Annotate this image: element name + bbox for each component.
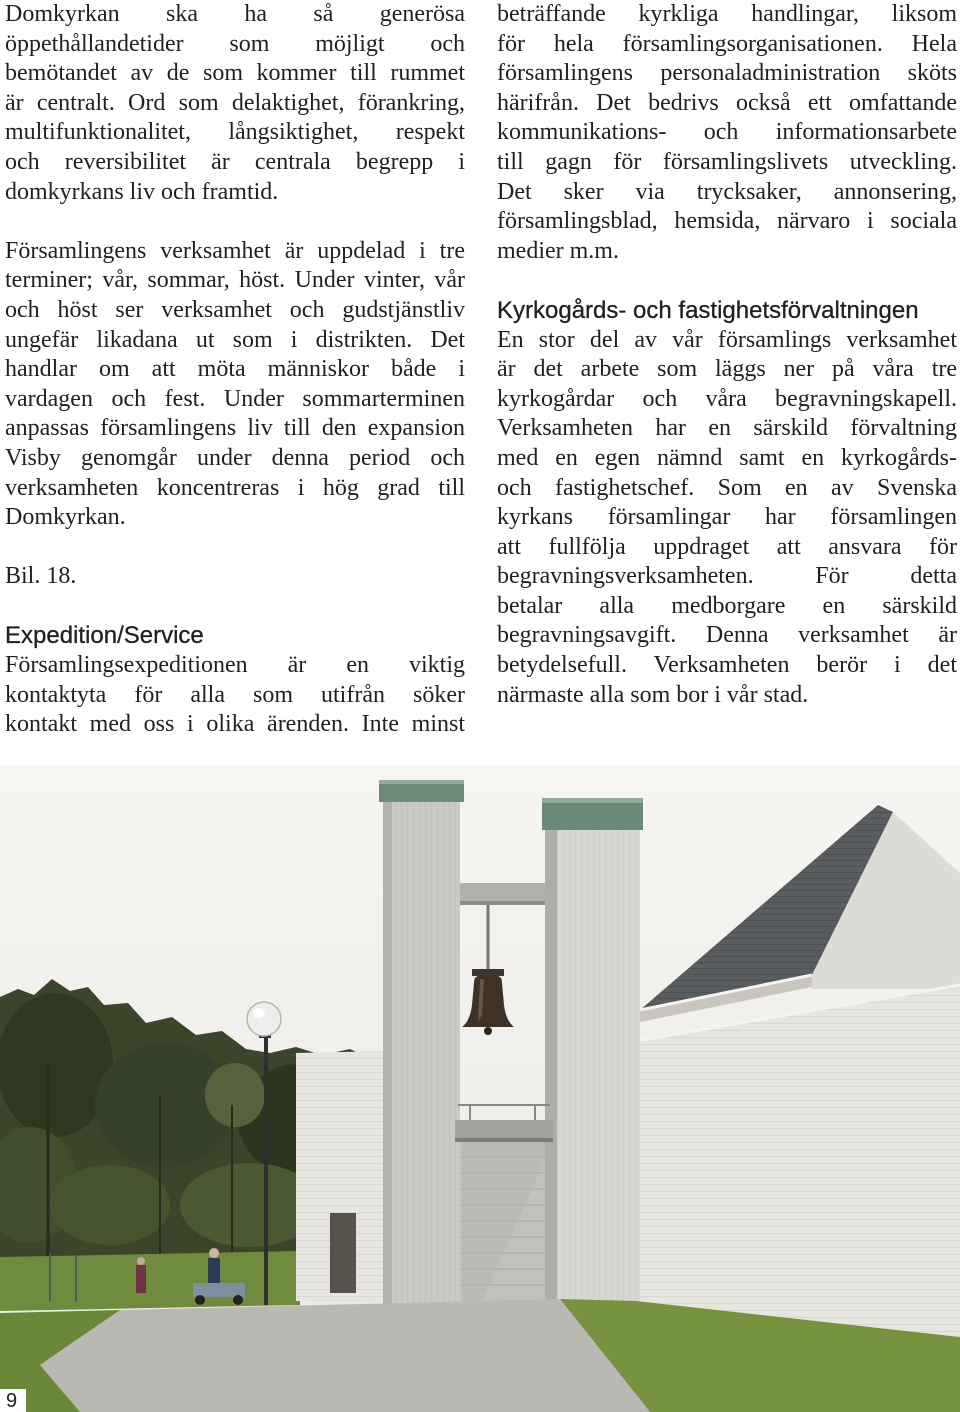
page-number: 9 [6, 1390, 18, 1412]
text-line: Församlingens verksamhet är uppdelad i tre [5, 237, 465, 264]
person [136, 1257, 146, 1293]
text-line: vardagen och fest. Under sommarterminen [5, 385, 465, 412]
text-line: med en egen nämnd samt en kyrkogårds- [497, 444, 957, 471]
text-line: En stor del av vår församlings verksamhet [497, 326, 957, 353]
lawn-field [0, 1251, 300, 1311]
text-line: kontakt med oss i olika ärenden. Inte minst [5, 711, 465, 738]
text-line: kyrkogårdar och våra begravningskapell. [497, 385, 957, 412]
white-brick-wall [636, 985, 960, 1337]
text-line: är centralt. Ord som delaktighet, förankring, [5, 89, 465, 116]
text-line: terminer; vår, sommar, höst. Under vinter, vår [5, 267, 465, 294]
text-line: ungefär likadana ut som i distrikten. Det [5, 326, 465, 353]
text-line: och reversibilitet är centrala begrepp i [5, 148, 465, 175]
left-text-column [5, 0, 465, 740]
paragraph-reference [5, 562, 465, 592]
text-line: medier m.m. [497, 237, 619, 264]
right-text-column [497, 0, 957, 710]
text-line: är det arbete som läggs ner på våra tre [497, 356, 957, 383]
paragraph [5, 651, 465, 740]
text-line: bemötandet av de som kommer till rummet [5, 60, 465, 87]
text-line: kontaktyta för alla som utifrån söker [5, 681, 465, 708]
text-line: och fastighetschef. Som en av Svenska [497, 474, 957, 501]
tower-right-pillar [545, 800, 640, 1302]
text-line: Verksamheten har en särskild förvaltning [497, 415, 957, 442]
text-line: handlar om att möta människor både i [5, 356, 465, 383]
text-line: Domkyrkan. [5, 504, 126, 531]
text-line: Det sker via trycksaker, annonsering, [497, 178, 957, 205]
paragraph [497, 326, 957, 711]
text-line: att fullfölja uppdraget att ansvara för [497, 533, 957, 560]
text-line: Församlingsexpeditionen är en viktig [5, 652, 465, 679]
text-line: betalar alla medborgare en särskild [497, 592, 957, 619]
tower-left-pillar [383, 783, 460, 1305]
text-line: Bil. 18. [5, 563, 77, 590]
text-line: församlingsblad, hemsida, närvaro i sociala [497, 208, 957, 235]
text-line: kommunikations- och informationsarbete [497, 119, 957, 146]
section-heading-kyrkogard: Kyrkogårds- och fastighetsförvaltningen [497, 296, 919, 324]
text-line: begravningsavgift. Denna verksamhet är [497, 622, 957, 649]
text-line: Domkyrkan ska ha så generösa [5, 1, 465, 27]
text-line: för hela församlingsorganisationen. Hela [497, 30, 957, 57]
text-line: multifunktionalitet, långsiktighet, respekt [5, 119, 465, 146]
paragraph [5, 237, 465, 533]
paragraph [5, 0, 465, 207]
paragraph [497, 0, 957, 266]
text-line: härifrån. Det bedrivs också ett omfattande [497, 89, 957, 116]
text-line: begravningsverksamheten. För detta [497, 563, 957, 590]
text-line: Visby genomgår under denna period och [5, 444, 465, 471]
tower-stairs [460, 1142, 545, 1305]
text-line: närmaste alla som bor i vår stad. [497, 681, 809, 708]
text-line: anpassas församlingens liv till den expansion [5, 415, 465, 442]
text-line: verksamheten koncentreras i hög grad till [5, 474, 465, 501]
text-line: kyrkans församlingar har församlingen [497, 504, 957, 531]
wall-doorway [330, 1213, 356, 1293]
text-line: beträffande kyrkliga handlingar, liksom [497, 1, 957, 27]
text-line: betydelsefull. Verksamheten berör i det [497, 652, 957, 679]
text-line: församlingens personaladministration sköts [497, 60, 957, 87]
text-line: till gagn för församlingslivets utveckling. [497, 148, 957, 175]
section-heading-expedition: Expedition/Service [5, 622, 204, 650]
text-line: domkyrkans liv och framtid. [5, 178, 279, 205]
bell-tower-photo [0, 765, 960, 1412]
text-line: öppethållandetider som möjligt och [5, 30, 465, 57]
walkway [40, 1299, 650, 1412]
text-line: och höst ser verksamhet och gudstjänstliv [5, 296, 465, 323]
